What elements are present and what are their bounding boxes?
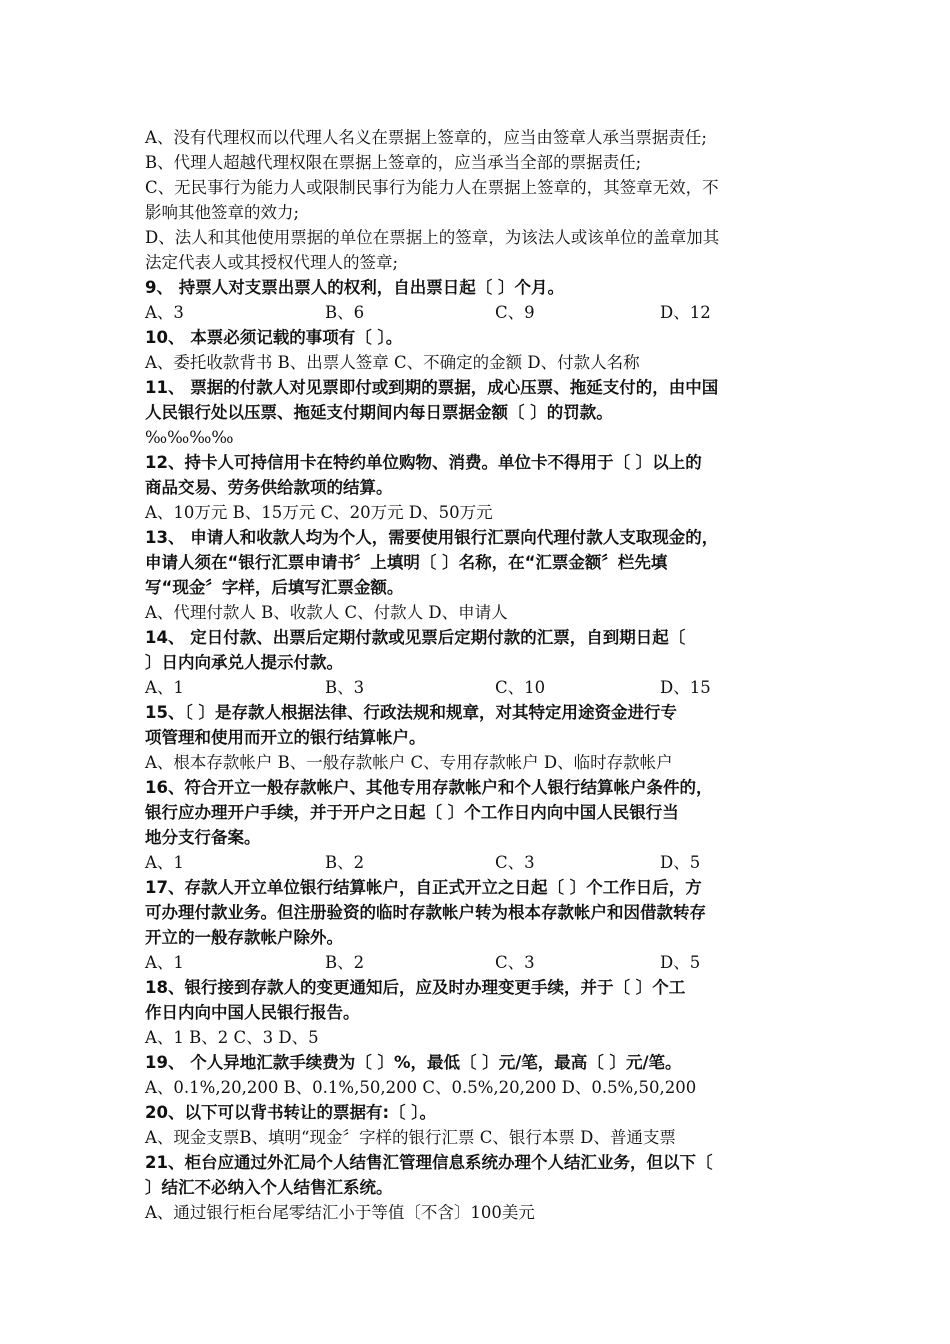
question-line: 作日内向中国人民银行报告。	[145, 1003, 360, 1022]
question-line: 16、符合开立一般存款帐户、其他专用存款帐户和个人银行结算帐户条件的，	[145, 778, 713, 797]
question-line: 〕日内向承兑人提示付款。	[145, 653, 343, 672]
option-line: 法定代表人或其授权代理人的签章;	[145, 253, 399, 272]
answer-option: C、9	[495, 303, 535, 322]
option-line: A、代理付款人 B、收款人 C、付款人 D、申请人	[145, 603, 508, 622]
answer-option: C、10	[495, 678, 546, 697]
question-line: 13、 申请人和收款人均为个人，需要使用银行汇票向代理付款人支取现金的，	[145, 528, 719, 547]
question-line: 银行应办理开户手续，并于开户之日起〔 〕个工作日内向中国人民银行当	[145, 803, 679, 822]
answer-option: D、5	[660, 953, 701, 972]
question-line: 21、柜台应通过外汇局个人结售汇管理信息系统办理个人结汇业务，但以下〔	[145, 1153, 713, 1172]
answer-options-row	[145, 950, 815, 975]
question-line: 〕结汇不必纳入个人结售汇系统。	[145, 1178, 393, 1197]
answer-option: D、5	[660, 853, 701, 872]
question-line: 15、〔 〕是存款人根据法律、行政法规和规章，对其特定用途资金进行专	[145, 703, 677, 722]
answer-option: C、3	[495, 853, 535, 872]
option-line: 影响其他签章的效力;	[145, 203, 300, 222]
answer-options-row	[145, 300, 815, 325]
answer-option: B、2	[325, 953, 365, 972]
answer-option: A、1	[145, 953, 184, 972]
question-line: 10、 本票必须记载的事项有〔 〕。	[145, 328, 403, 347]
answer-option: D、15	[660, 678, 711, 697]
option-line: ‰‰‰‰	[145, 428, 234, 447]
answer-options-row	[145, 850, 815, 875]
document-body	[145, 125, 815, 1225]
question-line: 9、 持票人对支票出票人的权利，自出票日起〔 〕个月。	[145, 278, 564, 297]
question-line: 地分支行备案。	[145, 828, 261, 847]
option-line: A、10万元 B、15万元 C、20万元 D、50万元	[145, 503, 493, 522]
question-line: 19、 个人异地汇款手续费为〔 〕%，最低〔 〕元/笔，最高〔 〕元/笔。	[145, 1053, 682, 1072]
answer-option: C、3	[495, 953, 535, 972]
answer-option: D、12	[660, 303, 711, 322]
option-line: A、现金支票B、填明“现金〞字样的银行汇票 C、银行本票 D、普通支票	[145, 1128, 676, 1147]
question-line: 可办理付款业务。但注册验资的临时存款帐户转为根本存款帐户和因借款转存	[145, 903, 706, 922]
question-line: 11、 票据的付款人对见票即付或到期的票据，成心压票、拖延支付的，由中国	[145, 378, 719, 397]
question-line: 写“现金〞字样，后填写汇票金额。	[145, 578, 404, 597]
answer-option: A、1	[145, 853, 184, 872]
question-line: 项管理和使用而开立的银行结算帐户。	[145, 728, 426, 747]
option-line: A、0.1%,20,200 B、0.1%,50,200 C、0.5%,20,200 D、0.5%,50,200	[145, 1078, 697, 1097]
option-line: C、无民事行为能力人或限制民事行为能力人在票据上签章的，其签章无效，不	[145, 178, 719, 197]
answer-options-row	[145, 675, 815, 700]
answer-option: B、2	[325, 853, 365, 872]
question-line: 申请人须在“银行汇票申请书〞上填明〔 〕名称，在“汇票金额〞栏先填	[145, 553, 668, 572]
option-line: A、通过银行柜台尾零结汇小于等值〔不含〕100美元	[145, 1203, 535, 1222]
question-line: 20、以下可以背书转让的票据有:〔 〕。	[145, 1103, 437, 1122]
question-line: 12、持卡人可持信用卡在特约单位购物、消费。单位卡不得用于〔 〕以上的	[145, 453, 702, 472]
question-line: 开立的一般存款帐户除外。	[145, 928, 343, 947]
option-line: B、代理人超越代理权限在票据上签章的，应当承当全部的票据责任;	[145, 153, 642, 172]
question-line: 17、存款人开立单位银行结算帐户，自正式开立之日起〔 〕个工作日后，方	[145, 878, 702, 897]
option-line: A、1 B、2 C、3 D、5	[145, 1028, 319, 1047]
question-line: 14、 定日付款、出票后定期付款或见票后定期付款的汇票，自到期日起〔	[145, 628, 686, 647]
option-line: A、没有代理权而以代理人名义在票据上签章的，应当由签章人承当票据责任;	[145, 128, 707, 147]
option-line: A、根本存款帐户 B、一般存款帐户 C、专用存款帐户 D、临时存款帐户	[145, 753, 673, 772]
question-line: 人民银行处以压票、拖延支付期间内每日票据金额〔 〕的罚款。	[145, 403, 613, 422]
option-line: A、委托收款背书 B、出票人签章 C、不确定的金额 D、付款人名称	[145, 353, 640, 372]
answer-option: A、1	[145, 678, 184, 697]
answer-option: A、3	[145, 303, 184, 322]
question-line: 18、银行接到存款人的变更通知后，应及时办理变更手续，并于〔 〕个工	[145, 978, 686, 997]
option-line: D、法人和其他使用票据的单位在票据上的签章，为该法人或该单位的盖章加其	[145, 228, 720, 247]
question-line: 商品交易、劳务供给款项的结算。	[145, 478, 393, 497]
answer-option: B、6	[325, 303, 365, 322]
answer-option: B、3	[325, 678, 365, 697]
